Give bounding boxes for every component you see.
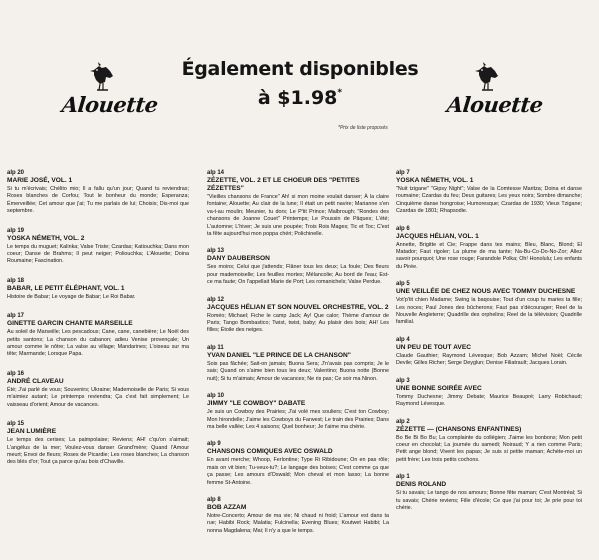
album-title: BOB AZZAM [207,503,247,511]
album-title: ANDRÉ CLAVEAU [7,377,64,385]
track-list: Été; J'ai parlé de vous; Souvenirs; Ukraine; Mademoiselle de Paris; Si vous m'aimiez autant; Le printemps reviendra; Ça c'est fait simplement; Le vaisseau d'orient; Amour de vacances. [7,386,189,408]
headline [150,60,450,108]
album-entry-alp-16 [7,371,189,409]
catalog-column-middle [207,170,389,545]
album-entry-alp-18 [7,278,189,301]
lark-bird-icon [90,62,116,92]
album-title: ZÉZETTE — (CHANSONS ENFANTINES) [396,425,522,433]
album-entry-alp-11 [207,345,389,383]
track-list: En avant merche; Whoop, Ferlontine; Type Ri Ribidoune; On en pas rôle; mais on vit bien; Tu-veux-tu?; Le langage des boises; C'est comme ça que ça passe; Les amours d'Oswald; Mon cheval et mon lasso; La bonne femme St-Antoine. [207,457,389,486]
album-entry-alp-3 [396,378,582,409]
album-title: JACQUES HÉLIAN, VOL. 1 [396,232,479,240]
album-title: UN PEU DE TOUT AVEC [396,343,471,351]
catalog-number: alp 2 [396,418,410,425]
album-title: YOSKA NÉMETH, VOL. 2 [7,234,85,242]
catalog-number: alp 12 [207,296,225,303]
track-list: Vot'p'tit chien Madame; Swing la baqouise; Tout d'un coup tu maries ta fille; Les noces; Paul Jones des bûcherons; Faut pas s'décourager; Reel de la Nouvelle Angleterre; Quadrille des orphelins; Reel de la télévision; Quadrille familial. [396,297,582,326]
track-list: Roméo; Michael; Fiche le camp Jack; Ay! Que calor; Thème d'amour de Paris; Tango Bombastico; Twist, twist, baby; Au plaisir des bois; AH! Les filles; Étoile des neiges. [207,312,389,334]
price-footnote: *Prix de liste proposés [338,125,388,131]
album-entry-alp-5 [396,281,582,327]
album-entry-alp-8 [207,497,389,535]
album-entry-alp-10 [207,393,389,431]
album-title: DENIS ROLAND [396,481,447,489]
catalog-number: alp 19 [7,227,25,234]
album-title: JIMMY "LE COWBOY" DABATE [207,400,306,408]
catalog-number: alp 4 [396,336,410,343]
track-list: Le temps du muguet; Kalinka; Valse Triste; Czardas; Katiouchka; Dans mon coeur; Danse de Brahms; Il peut neiger; Poliouchka; L'Alouette; Doina Roumaine; Fascination. [7,243,189,265]
catalog-number: alp 6 [396,225,410,232]
track-list: Bo Be Bi Bo Bu; La complainte du collégien; J'aime les bonbons; Mon petit coeur en chocolat; La journée du samedi; Noiraud; Y a rien comme Paris; Petit ange blond; Vivent les papas; Je suis si petite maman; Achète-moi un petit frère; Les trois petits cochons. [396,434,582,463]
track-list: "Vieilles chansons de France" Ah! si mon moine voulait danser; À la claire fontaine; Alouette; Au clair de la lune; Il était un petit navire; Marianne s'en va-t-au moulin; Meunier, tu dors; Le P'tit Prince; Malbrough; "Rondes des chansons de Joanne Couet" Printemps; Le Poussin de Pâques; L'été; L'automne; L'hiver; Je suis une poupée; Trois Rois Mages; Tic et Toc; C'est ta fête aujourd'hui mon poppa chéri; Polichinelle. [207,194,389,238]
album-entry-alp-15 [7,421,189,467]
catalog-number: alp 9 [207,441,221,448]
track-list: Claude Gauthier; Raymond Lévesque; Bob Azzam; Michel Noël; Cécile Devile; Gilles Richer; Serge Deyglun; Denise Filiatrault; Jacques Lorain. [396,352,582,367]
brand-wordmark: Alouette [60,92,159,117]
album-entry-alp-7 [396,170,582,216]
album-entry-alp-17 [7,313,189,359]
alouette-logo-right [445,62,544,124]
catalog-number: alp 5 [396,281,410,288]
album-title: UNE VEILLÉE DE CHEZ NOUS AVEC TOMMY DUCHESNE [396,288,576,296]
catalog-number: alp 8 [207,496,221,503]
catalog-number: alp 17 [7,313,25,320]
catalog-column-right [396,170,582,522]
track-list: Au soleil de Marseille; Les pescadous; Cane, cane, canebière; Le Noël des petits santons; La chanson du cabanon; adieu Venise provençale; Un amour comme le nôtre; La valse au village; Mandarines; L'oiseau sur ma tête; Marmande; Lorsque Papa. [7,329,189,358]
album-title: YVAN DANIEL "LE PRINCE DE LA CHANSON" [207,351,351,359]
album-title: CHANSONS COMIQUES AVEC OSWALD [207,448,333,456]
album-entry-alp-1 [396,474,582,512]
catalog-number: alp 3 [396,377,410,384]
headline-title: Également disponibles [181,58,419,80]
album-title: MARIE JOSÉ, VOL. 1 [7,177,73,184]
track-list: "Nuit tzigane" "Gipsy Night"; Valse de la Comtesse Maritza; Doina et danse roumaine; Czardas du feu; Deux guitares; Les yeux noirs; Sombre dimanche; Cinquième danse hongroise; Humoresque; Czardas de 1930; Vieux Tzigane; Czardas de 1801; Rhapsodie. [396,186,582,215]
track-list: Le temps des cerises; La paimpolaise; Reviens; AH! c'qu'on s'aimait; L'angélus de la mer; Voulez-vous danser Grand'mère; Quand l'Amour meurt; Envoi de fleurs; Roses de Picardie; Les roses blanches; La chanson des blés d'or; Tout ça parce qu'au bois d'Chaville. [7,437,189,466]
catalog-number: alp 11 [207,344,224,351]
album-title: BABAR, LE PETIT ÉLÉPHANT, VOL. 1 [7,284,125,292]
catalog-number: alp 1 [396,474,410,481]
catalog-number: alp 14 [207,170,225,176]
album-title: JEAN LUMIÈRE [7,428,57,436]
catalog-number: alp 20 [7,170,25,176]
catalog-number: alp 10 [207,393,225,400]
price-asterisk: * [337,88,343,98]
track-list: Ses moins; Celui que j'attends; Flâner tous les deux; La foule; Des fleurs pour mademoiselle; Les feuilles mortes; Mélancolie; Au bord de l'eau; Est-ce ma faute; On l'appellait Marie de Port; Les romanichels; Valse Perdue. [207,264,389,286]
album-title: DANY DAUBERSON [207,255,270,263]
catalog-number: alp 13 [207,248,225,255]
catalog-number: alp 16 [7,370,25,377]
album-title: ZÉZETTE, VOL. 2 ET LE CHOEUR DES "PETITES ZÉZETTES" [207,177,360,192]
track-list: Tommy Duchesne; Jimmy Debate; Maurice Beaupré; Larry Robichaud; Raymond Lévesque. [396,393,582,408]
album-entry-alp-2 [396,419,582,465]
album-entry-alp-9 [207,441,389,487]
alouette-logo-left [60,62,159,124]
album-entry-alp-20 [7,170,189,216]
brand-wordmark: Alouette [445,92,544,117]
track-list: Annette, Brigitte et Cie; Frappe dans tes mains; Bleu, Blanc, Blond; El Matador; Faut rigoler; La plume de ma tante; Na-Bu-Co-Do-No-Zor; Allez savoir pourquoi; Une rose rouge; Farandole Polka; Oh! Honolulu; Les enfants du Pirée. [396,241,582,270]
album-entry-alp-14 [207,170,389,238]
album-title: GINETTE GARCIN CHANTE MARSEILLE [7,320,133,328]
album-title: JACQUES HÉLIAN ET SON NOUVEL ORCHESTRE, VOL. 2 [207,303,389,311]
headline-price: à $1.98* [257,87,343,109]
album-entry-alp-6 [396,226,582,272]
album-entry-alp-13 [207,248,389,286]
catalog-number: alp 15 [7,421,25,428]
album-entry-alp-19 [7,228,189,266]
track-list: Histoire de Babar; Le voyage de Babar; Le Roi Babar. [7,293,136,300]
lark-bird-icon [475,62,501,92]
album-entry-alp-4 [396,337,582,368]
track-list: Notre-Concerto; Amour de ma vie; Ni chaud ni froid; L'amour est dans ta rue; Habibi Rock; Malatia; Fulcinella; Evening Blues; Koutwet Habibi; La nonna Magdalena; Mai; Il n'y a que le temps. [207,512,389,534]
catalog-number: alp 18 [7,277,25,284]
track-list: Si tu m'écrivais; Chélito mio; Il a fallu qu'un jour; Quand tu reviendras; Roses blanches de Corfou; Tout le bonheur du monde; Esperanza; Émerveillée; Cet amour que j'ai; Tu me parlais de lui; Choisis; Dis-moi que septembre. [7,186,189,215]
album-title: UNE BONNE SOIRÉE AVEC [396,384,482,392]
catalog-number: alp 7 [396,170,410,176]
track-list: Je suis un Cowboy des Prairies; J'ai volé mes souliers; C'est ton Cowboy; Mon hirondelle; J'aime les Cowboys du Farwest; Le train des Prairies; Dans ma belle vallée; Les 4 saisons; Quel bonheur; Je t'aime ma chérie. [207,409,389,430]
track-list: Sois pas fâchée; Sait-on jamais; Buona Sera; J'n'avais pas compris; Je le sais; Quand on s'aime bien tous les deux; Valentino; Buona notte (Bonne nuit); Si tu m'aimais; Amour de vacances; Ne ris pas; Ce soir ma Ninon. [207,360,389,382]
album-entry-alp-12 [207,297,389,335]
catalog-column-left [7,170,189,479]
track-list: Si tu savais; Le tango de nos amours; Bonne fête maman; C'est Montréal; Si tu savais; Chérie reviens; Fille d'école; Ce que j'ai pour toi; Je prie pour toi chérie. [396,490,582,511]
album-title: YOSKA NÉMETH, VOL. 1 [396,177,474,184]
